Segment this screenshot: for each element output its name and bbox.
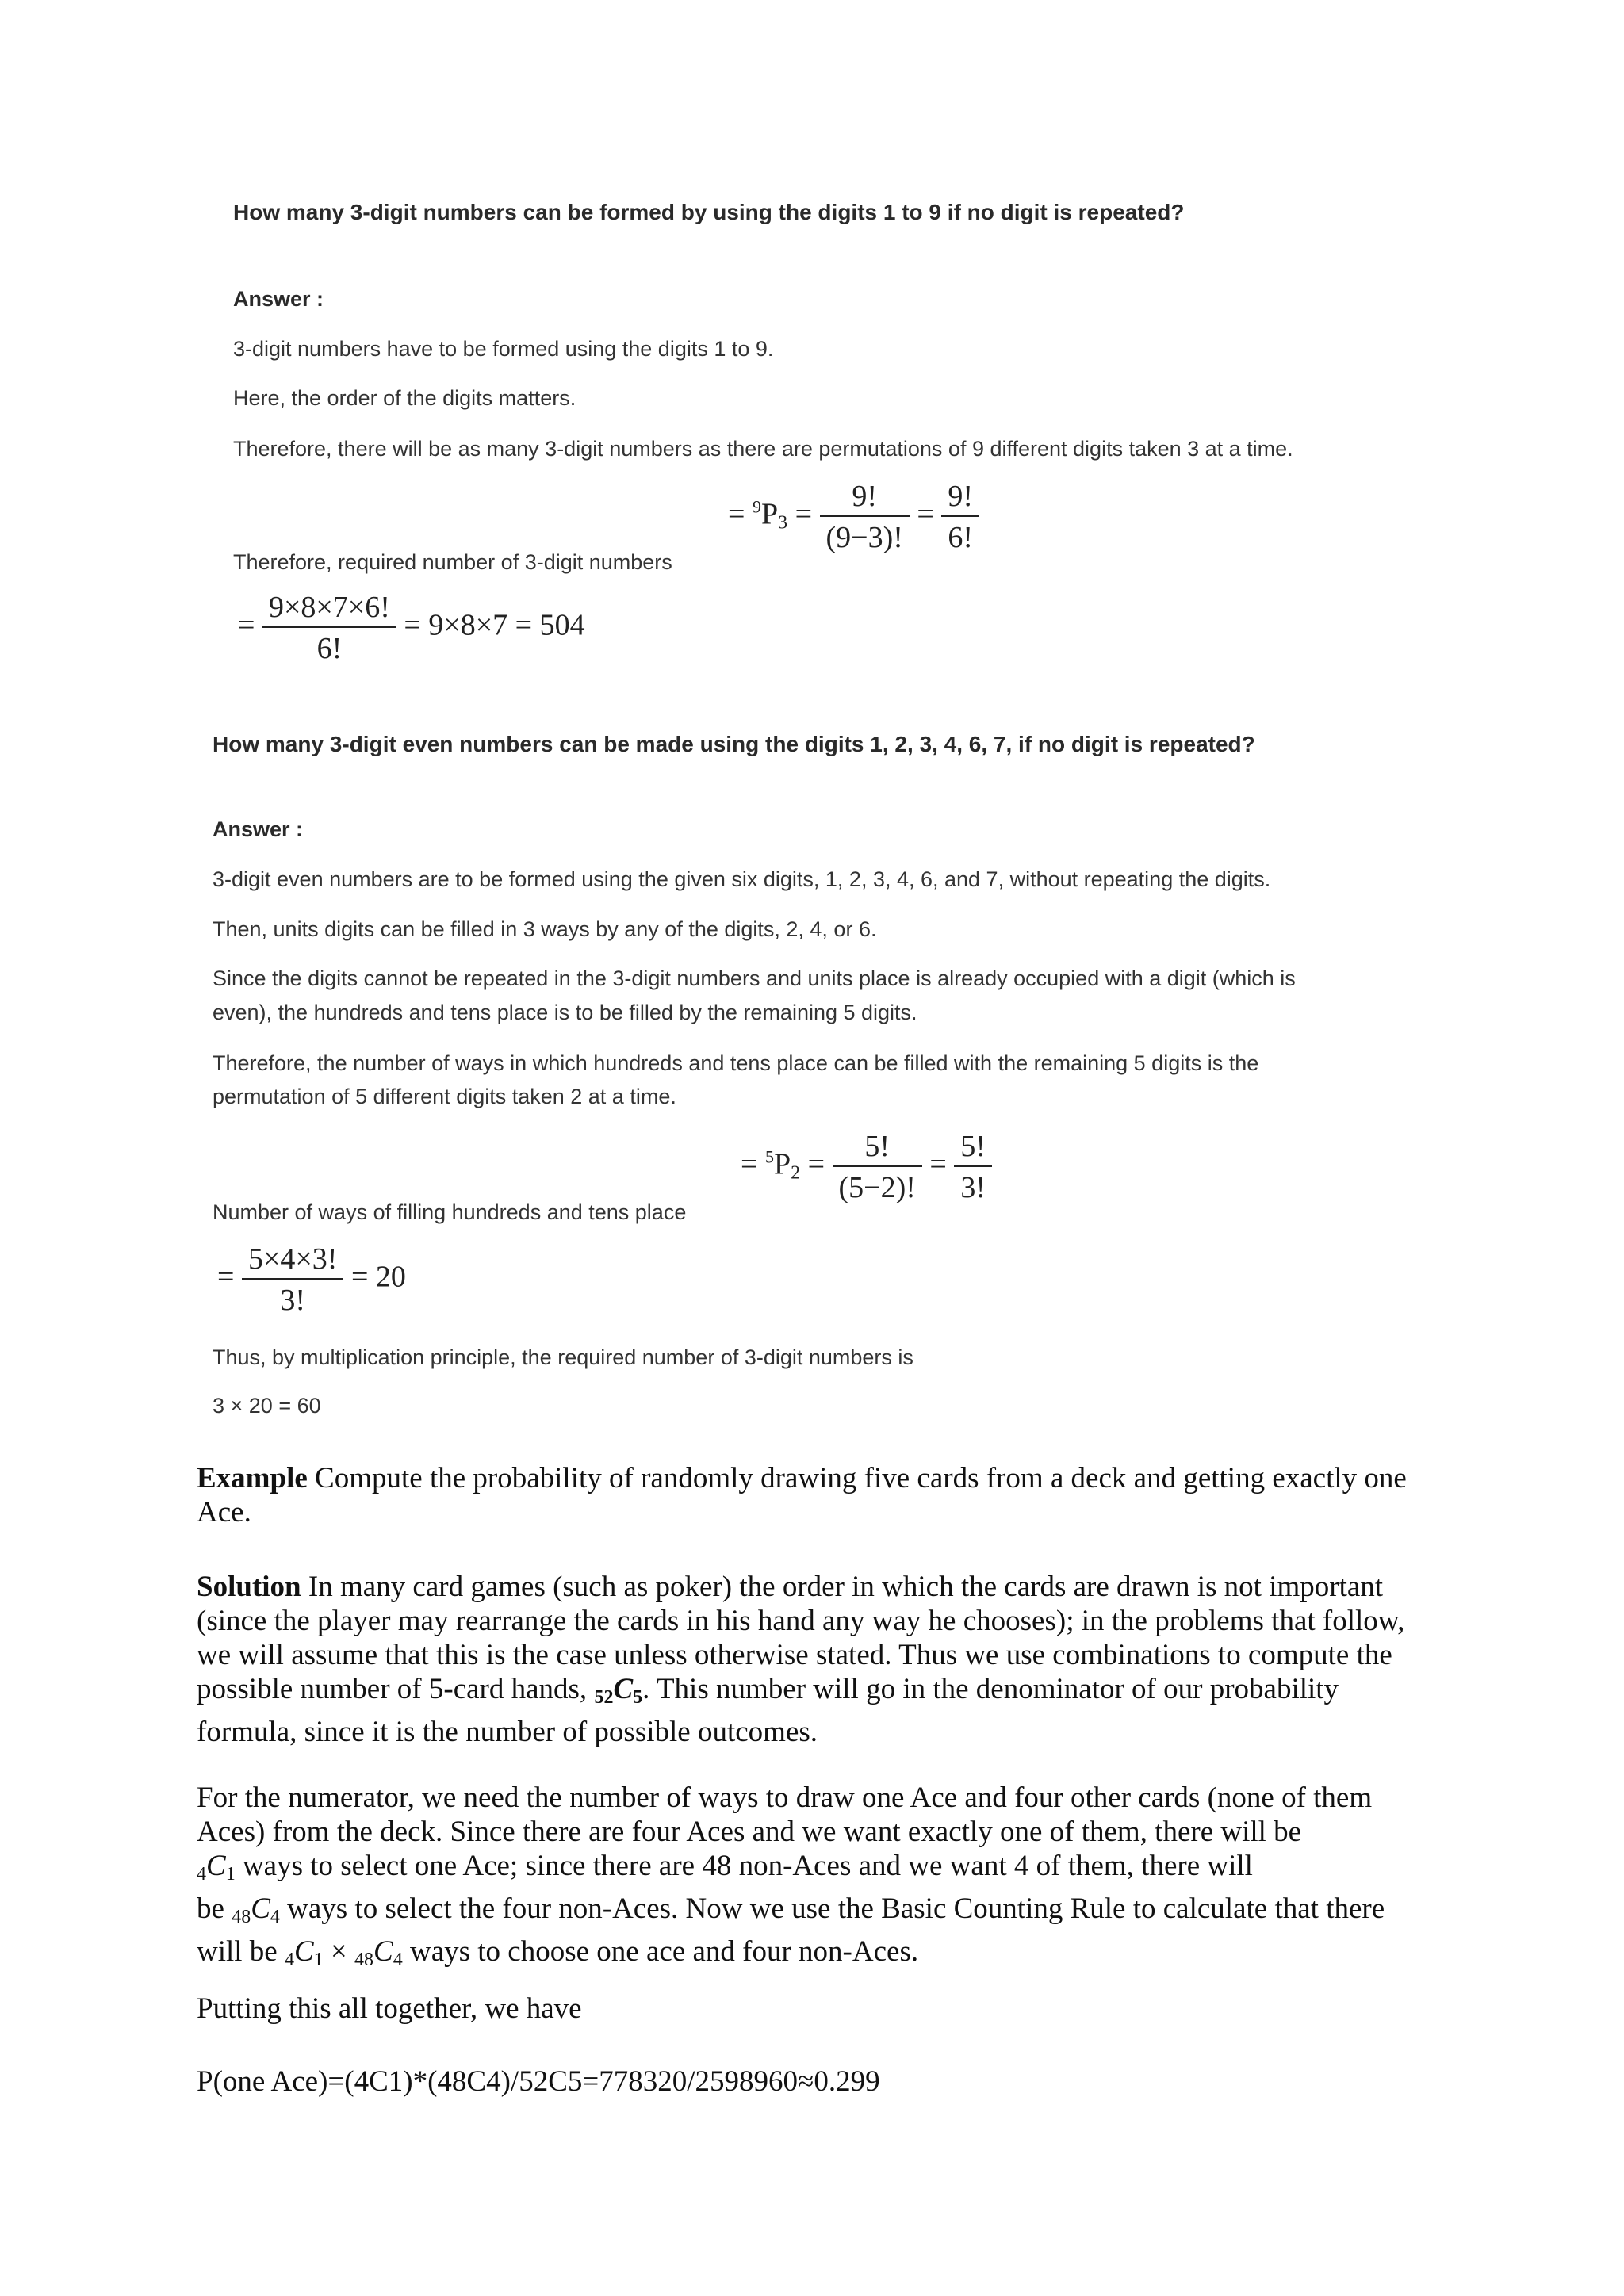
- q2-thus: Thus, by multiplication principle, the required number of 3-digit numbers is: [213, 1345, 914, 1369]
- calc-fraction: [262, 590, 396, 666]
- denominator: 6!: [948, 521, 974, 554]
- q2-line-4b: permutation of 5 different digits taken 2 at a time.: [213, 1085, 676, 1108]
- q1-line-1: 3-digit numbers have to be formed using the digits 1 to 9.: [233, 337, 774, 361]
- denominator: 6!: [316, 632, 343, 665]
- fraction-1: [833, 1129, 922, 1205]
- q1-calculation: [238, 590, 585, 666]
- q2-permutation-formula: [741, 1129, 992, 1205]
- perm-r: 2: [791, 1162, 801, 1184]
- q2-line-4a: Therefore, the number of ways in which hundreds and tens place can be filled with the remaining 5 digits is the: [213, 1051, 1259, 1075]
- equals-sign: =: [929, 1147, 947, 1181]
- answer-label-2: Answer :: [213, 817, 304, 841]
- combo-r: 1: [313, 1950, 324, 1970]
- solution-text-b: . This number will go in the denominator of our probability formula, since it is the number of possible outcomes.: [197, 1673, 1339, 1748]
- probability-formula: P(one Ace)=(4C1)*(48C4)/52C5=778320/2598960≈0.299: [197, 2065, 880, 2098]
- q2-final: 3 × 20 = 60: [213, 1394, 321, 1418]
- q2-line-2: Then, units digits can be filled in 3 ways by any of the digits, 2, 4, or 6.: [213, 917, 877, 941]
- numerator-text-2: ways to select one Ace; since there are 48 non-Aces and we want 4 of them, there will: [235, 1850, 1253, 1882]
- combo-n: 4: [197, 1864, 206, 1885]
- calc-result: = 20: [350, 1260, 406, 1294]
- combo-r: 4: [393, 1950, 403, 1970]
- numerator: 9×8×7×6!: [262, 590, 396, 628]
- combo-r: 4: [270, 1907, 280, 1927]
- calc-fraction: [242, 1242, 344, 1318]
- perm-r: 3: [778, 512, 788, 534]
- equals-sign: =: [795, 497, 813, 531]
- question-2: How many 3-digit even numbers can be made using the digits 1, 2, 3, 4, 6, 7, if no digit is repeated?: [213, 732, 1255, 756]
- q2-line-3b: even), the hundreds and tens place is to be filled by the remaining 5 digits.: [213, 1001, 917, 1024]
- combo-symbol: C: [206, 1850, 226, 1882]
- numerator: 9!: [941, 479, 979, 517]
- equals-sign: =: [238, 608, 255, 642]
- c52-r: 5: [633, 1687, 643, 1708]
- numerator: 5×4×3!: [242, 1242, 344, 1280]
- perm-n: 5: [764, 1146, 774, 1167]
- calc-result: = 9×8×7 = 504: [404, 608, 585, 642]
- numerator: 5!: [833, 1129, 922, 1167]
- combo-symbol: C: [251, 1892, 270, 1925]
- denominator: (9−3)!: [825, 521, 903, 554]
- fraction-2: [941, 479, 979, 555]
- perm-symbol: P: [773, 1147, 791, 1181]
- equals-sign: =: [741, 1147, 758, 1181]
- times-sign: ×: [323, 1935, 355, 1968]
- denominator: 3!: [960, 1171, 986, 1204]
- numerator-text-4: ways to select the four non-Aces. Now we use the Basic Counting Rule to calculate that there will be: [197, 1892, 1385, 1968]
- combo-r: 1: [225, 1864, 236, 1885]
- q2-line-1: 3-digit even numbers are to be formed using the given six digits, 1, 2, 3, 4, 6, and 7, without repeating the digits.: [213, 867, 1271, 891]
- example-label: Example: [197, 1462, 308, 1494]
- fraction-2: [954, 1129, 992, 1205]
- perm-symbol: P: [760, 497, 779, 531]
- combo-symbol: C: [293, 1935, 314, 1968]
- equals-sign: =: [807, 1147, 825, 1181]
- equals-sign: =: [728, 497, 745, 531]
- numerator-text-1: For the numerator, we need the number of ways to draw one Ace and four other cards (none of them Aces) from the deck. Since there are four Aces and we want exactly one of them, there will be: [197, 1781, 1373, 1848]
- q1-required-label: Therefore, required number of 3-digit numbers: [233, 550, 672, 574]
- solution-text-a: In many card games (such as poker) the order in which the cards are drawn is not important (since the player may rearrange the cards in his hand any way he chooses); in the problems that follow, we will assume that this is the case unless otherwise stated. Thus we use combinations to compute the possible number of 5-card hands,: [197, 1571, 1405, 1705]
- denominator: 3!: [280, 1284, 306, 1317]
- fraction-1: [820, 479, 910, 555]
- numerator-text-3: be: [197, 1892, 232, 1925]
- denominator: (5−2)!: [838, 1171, 916, 1204]
- combo-symbol: C: [373, 1935, 393, 1968]
- example-text: Compute the probability of randomly drawing five cards from a deck and getting exactly one Ace.: [197, 1462, 1407, 1529]
- combo-n: 4: [284, 1950, 294, 1970]
- equals-sign: =: [917, 497, 934, 531]
- question-1: How many 3-digit numbers can be formed by using the digits 1 to 9 if no digit is repeated?: [233, 200, 1185, 224]
- q2-calculation: [217, 1242, 406, 1318]
- c52-symbol: C: [613, 1673, 634, 1705]
- combo-n: 48: [354, 1950, 374, 1970]
- q1-permutation-formula: [728, 479, 979, 555]
- perm-n: 9: [752, 496, 761, 517]
- solution-label: Solution: [197, 1571, 301, 1603]
- q2-line-3a: Since the digits cannot be repeated in the 3-digit numbers and units place is already occupied with a digit (which is: [213, 966, 1296, 990]
- example-paragraph: [197, 1461, 1434, 1529]
- numerator-paragraph: [197, 1781, 1434, 1977]
- numerator: 5!: [954, 1129, 992, 1167]
- numerator: 9!: [820, 479, 910, 517]
- c52-n: 52: [594, 1687, 614, 1708]
- numerator-text-5: ways to choose one ace and four non-Aces.: [402, 1935, 919, 1968]
- q2-ways-label: Number of ways of filling hundreds and tens place: [213, 1200, 687, 1224]
- answer-label-1: Answer :: [233, 287, 324, 311]
- solution-paragraph: [197, 1570, 1434, 1749]
- q1-line-2: Here, the order of the digits matters.: [233, 386, 576, 410]
- q1-line-3: Therefore, there will be as many 3-digit numbers as there are permutations of 9 different digits taken 3 at a time.: [233, 437, 1293, 461]
- equals-sign: =: [217, 1260, 235, 1294]
- together-line: Putting this all together, we have: [197, 1992, 582, 2025]
- combo-n: 48: [232, 1907, 251, 1927]
